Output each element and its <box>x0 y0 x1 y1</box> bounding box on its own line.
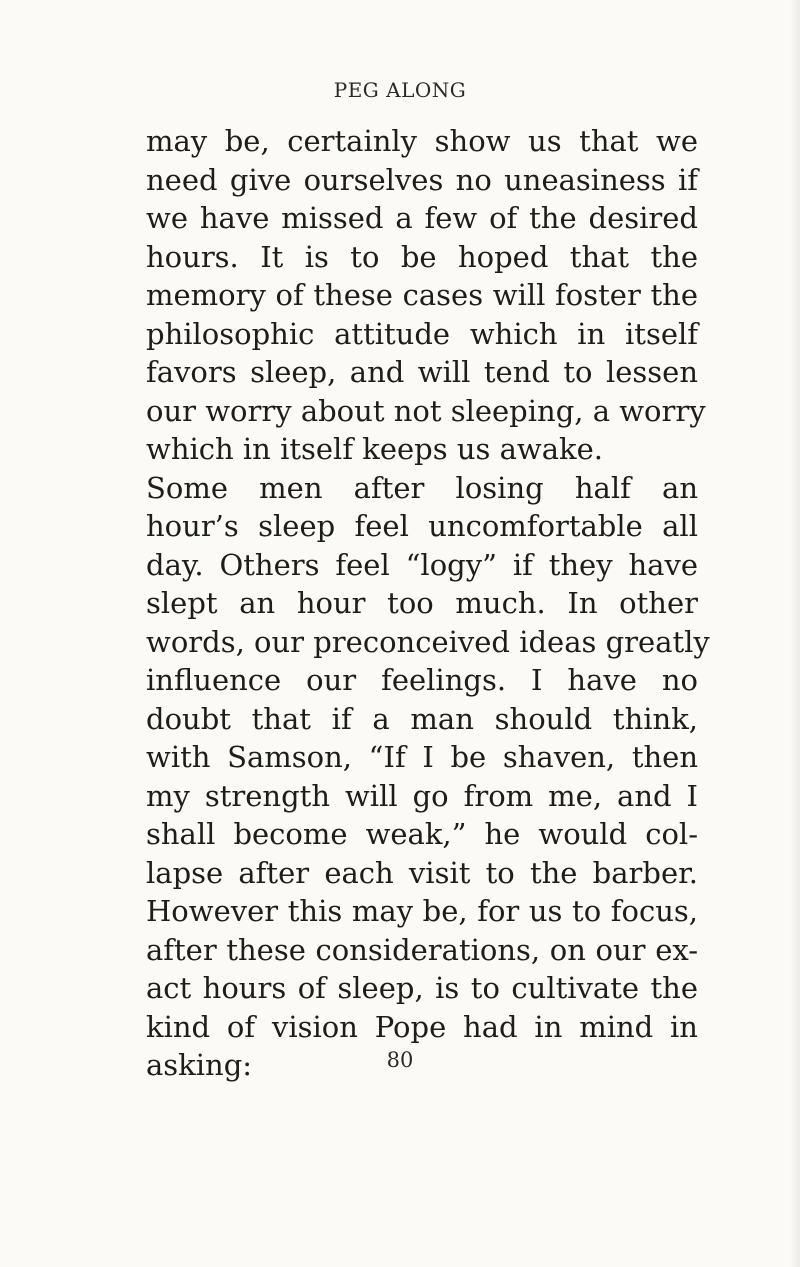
text-line: hour’s sleep feel uncomfortable all <box>146 509 698 543</box>
text-line: we have missed a few of the desired <box>146 201 698 235</box>
text-line: hours. It is to be hoped that the <box>146 239 698 274</box>
text-line: shall become weak,” he would col- <box>146 817 698 851</box>
text-line: need give ourselves no uneasiness if <box>146 162 698 197</box>
running-head: PEG ALONG <box>333 78 467 102</box>
text-line: which in itself keeps us awake. <box>146 432 603 466</box>
text-line: philosophic attitude which in itself <box>146 316 698 351</box>
text-line: doubt that if a man should think, <box>146 701 698 736</box>
text-line: our worry about not sleeping, a worry <box>146 393 706 428</box>
text-line: slept an hour too much. In other <box>146 586 698 620</box>
page-edge-shadow <box>790 0 800 1267</box>
text-line: with Samson, “If I be shaven, then <box>146 740 698 774</box>
text-line: favors sleep, and will tend to lessen <box>146 355 698 389</box>
text-line: act hours of sleep, is to cultivate the <box>146 971 698 1005</box>
text-line: However this may be, for us to focus, <box>146 894 698 928</box>
page-number: 80 <box>386 1048 414 1072</box>
text-line: asking: <box>146 1048 253 1082</box>
text-line: Some men after losing half an <box>146 470 698 505</box>
text-line: my strength will go from me, and I <box>146 778 698 813</box>
text-line: memory of these cases will foster the <box>146 278 698 312</box>
body-text <box>146 122 710 1085</box>
text-line: influence our feelings. I have no <box>146 663 698 697</box>
text-line: kind of vision Pope had in mind in <box>146 1009 698 1044</box>
text-line: after these considerations, on our ex- <box>146 932 698 967</box>
text-line: lapse after each visit to the barber. <box>146 855 698 890</box>
text-line: day. Others feel “logy” if they have <box>146 547 698 582</box>
text-line: words, our preconceived ideas greatly <box>146 624 710 659</box>
text-line: may be, certainly show us that we <box>146 124 698 158</box>
